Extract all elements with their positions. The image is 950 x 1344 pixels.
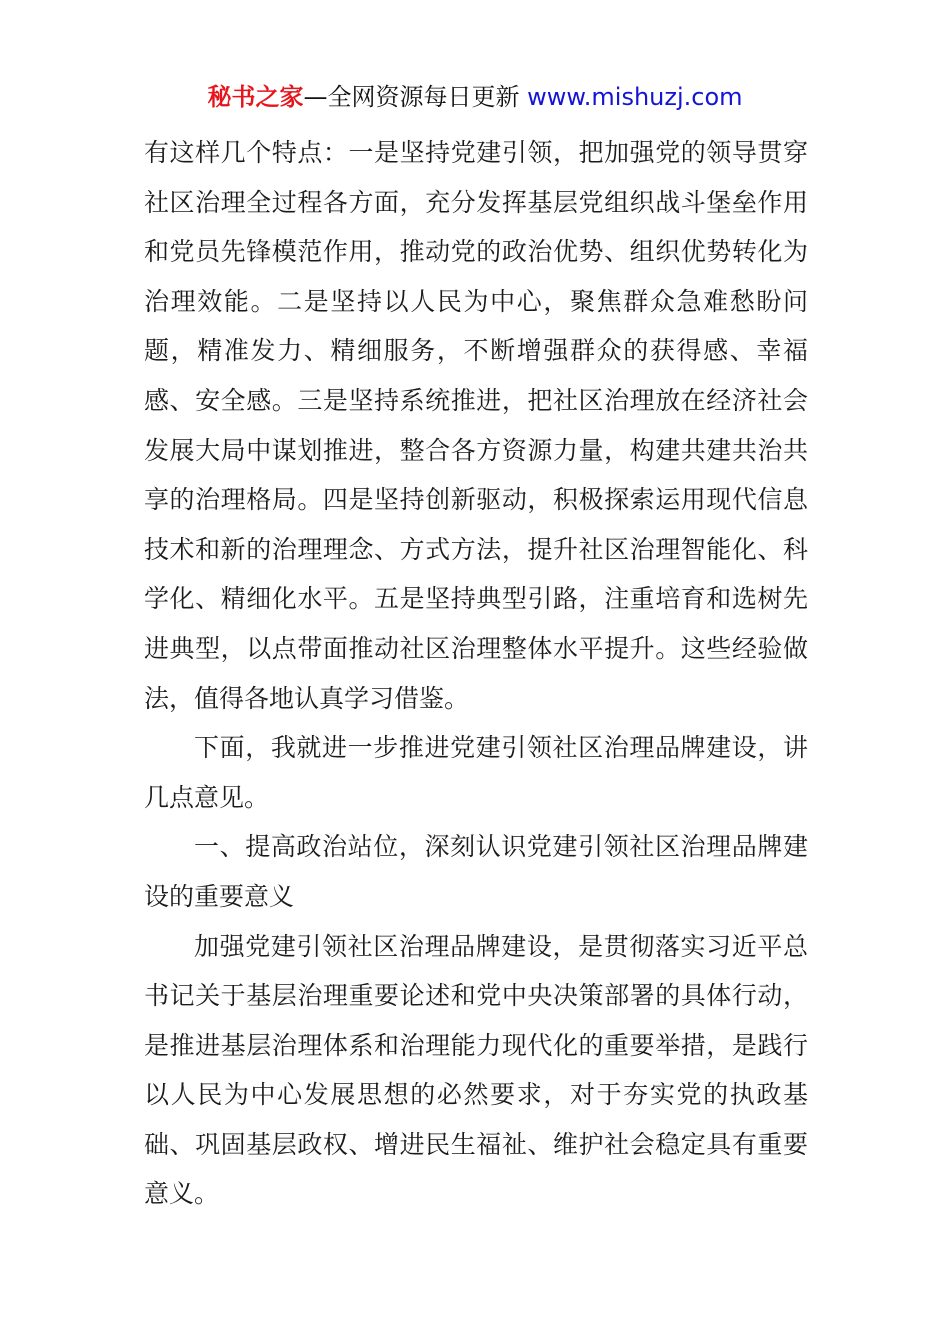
paragraph-continuation: 有这样几个特点：一是坚持党建引领，把加强党的领导贯穿社区治理全过程各方面，充分发挥基层党组织战斗堡垒作用和党员先锋模范作用，推动党的政治优势、组织优势转化为治理效能。二是坚持以人民为中心，聚焦群众急难愁盼问题，精准发力、精细服务，不断增强群众的获得感、幸福感、安全感。三是坚持系统推进，把社区治理放在经济社会发展大局中谋划推进，整合各方资源力量，构建共建共治共享的治理格局。四是坚持创新驱动，积极探索运用现代信息技术和新的治理理念、方式方法，提升社区治理智能化、科学化、精细化水平。五是坚持典型引路，注重培育和选树先进典型，以点带面推动社区治理整体水平提升。这些经验做法，值得各地认真学习借鉴。 (144, 138, 808, 713)
document-body (144, 128, 808, 1219)
section-heading: 一、提高政治站位，深刻认识党建引领社区治理品牌建设的重要意义 (144, 832, 808, 911)
page-header (0, 80, 950, 114)
paragraph-significance: 加强党建引领社区治理品牌建设，是贯彻落实习近平总书记关于基层治理重要论述和党中央决策部署的具体行动，是推进基层治理体系和治理能力现代化的重要举措，是践行以人民为中心发展思想的必然要求，对于夯实党的执政基础、巩固基层政权、增进民生福祉、维护社会稳定具有重要意义。 (144, 931, 808, 1209)
paragraph-transition: 下面，我就进一步推进党建引领社区治理品牌建设，讲几点意见。 (144, 733, 808, 812)
website-link[interactable]: www.mishuzj.com (527, 83, 743, 111)
brand-name: 秘书之家 (207, 83, 304, 111)
header-tagline: —全网资源每日更新 (303, 83, 528, 111)
